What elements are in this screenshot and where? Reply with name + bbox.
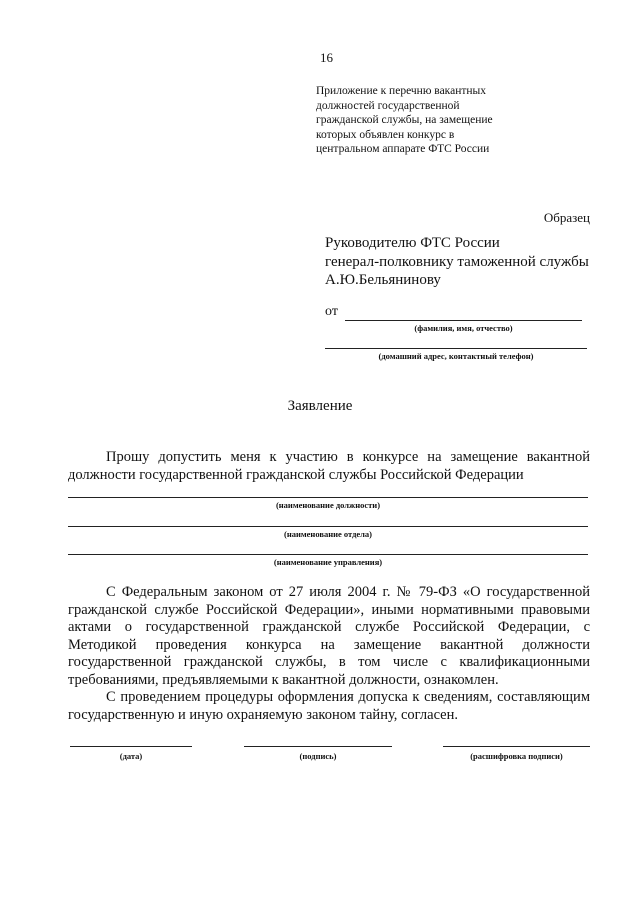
department-caption: (наименование отдела) bbox=[283, 529, 373, 539]
applicant-name-line bbox=[345, 320, 582, 321]
appendix-line: должностей государственной bbox=[316, 99, 460, 112]
appendix-line: которых объявлен конкурс в bbox=[316, 128, 455, 141]
document-title: Заявление bbox=[287, 398, 353, 414]
appendix-line: центральном аппарате ФТС России bbox=[316, 143, 490, 155]
date-line bbox=[70, 746, 192, 747]
page-number: 16 bbox=[320, 50, 333, 65]
appendix-note bbox=[316, 84, 576, 157]
addressee-line: Руководителю ФТС России bbox=[325, 235, 500, 251]
appendix-line: гражданской службы, на замещение bbox=[316, 114, 493, 126]
from-label: от bbox=[325, 304, 338, 319]
sample-label: Образец bbox=[543, 210, 590, 225]
law-paragraph: С Федеральным законом от 27 июля 2004 г. № 79-ФЗ «О государственной гражданской службе Российской Федерации», иными нормативными правовыми актами о государственной гражданской службе Российской Федерации, с Методикой проведения конкурса на замещение вакантной должности государственной гражданской службы, в том числе с квалификационными требованиями, предъявляемыми к вакантной должности, ознакомлен. bbox=[68, 584, 590, 688]
consent-paragraph: С проведением процедуры оформления допуска к сведениям, составляющим государственную и иную охраняемую законом тайну, согласен. bbox=[68, 689, 590, 723]
address-caption: (домашний адрес, контактный телефон) bbox=[378, 351, 534, 361]
signature-decode-line bbox=[443, 746, 590, 747]
directorate-caption: (наименование управления) bbox=[273, 557, 383, 567]
department-line bbox=[68, 526, 588, 527]
signature-caption: (подпись) bbox=[299, 751, 337, 761]
position-line bbox=[68, 497, 588, 498]
date-caption: (дата) bbox=[119, 751, 143, 761]
position-caption: (наименование должности) bbox=[275, 500, 381, 510]
addressee-line: генерал-полковнику таможенной службы bbox=[325, 253, 589, 270]
applicant-address-line bbox=[325, 348, 587, 349]
request-paragraph: Прошу допустить меня к участию в конкурсе на замещение вакантной должности государственной гражданской службы Российской Федерации bbox=[68, 449, 590, 483]
addressee-block bbox=[325, 234, 589, 290]
signature-line bbox=[244, 746, 392, 747]
appendix-line: Приложение к перечню вакантных bbox=[316, 85, 487, 97]
signature-decode-caption: (расшифровка подписи) bbox=[470, 751, 563, 761]
directorate-line bbox=[68, 554, 588, 555]
name-caption: (фамилия, имя, отчество) bbox=[414, 323, 513, 333]
addressee-line: А.Ю.Бельянинову bbox=[325, 272, 441, 288]
